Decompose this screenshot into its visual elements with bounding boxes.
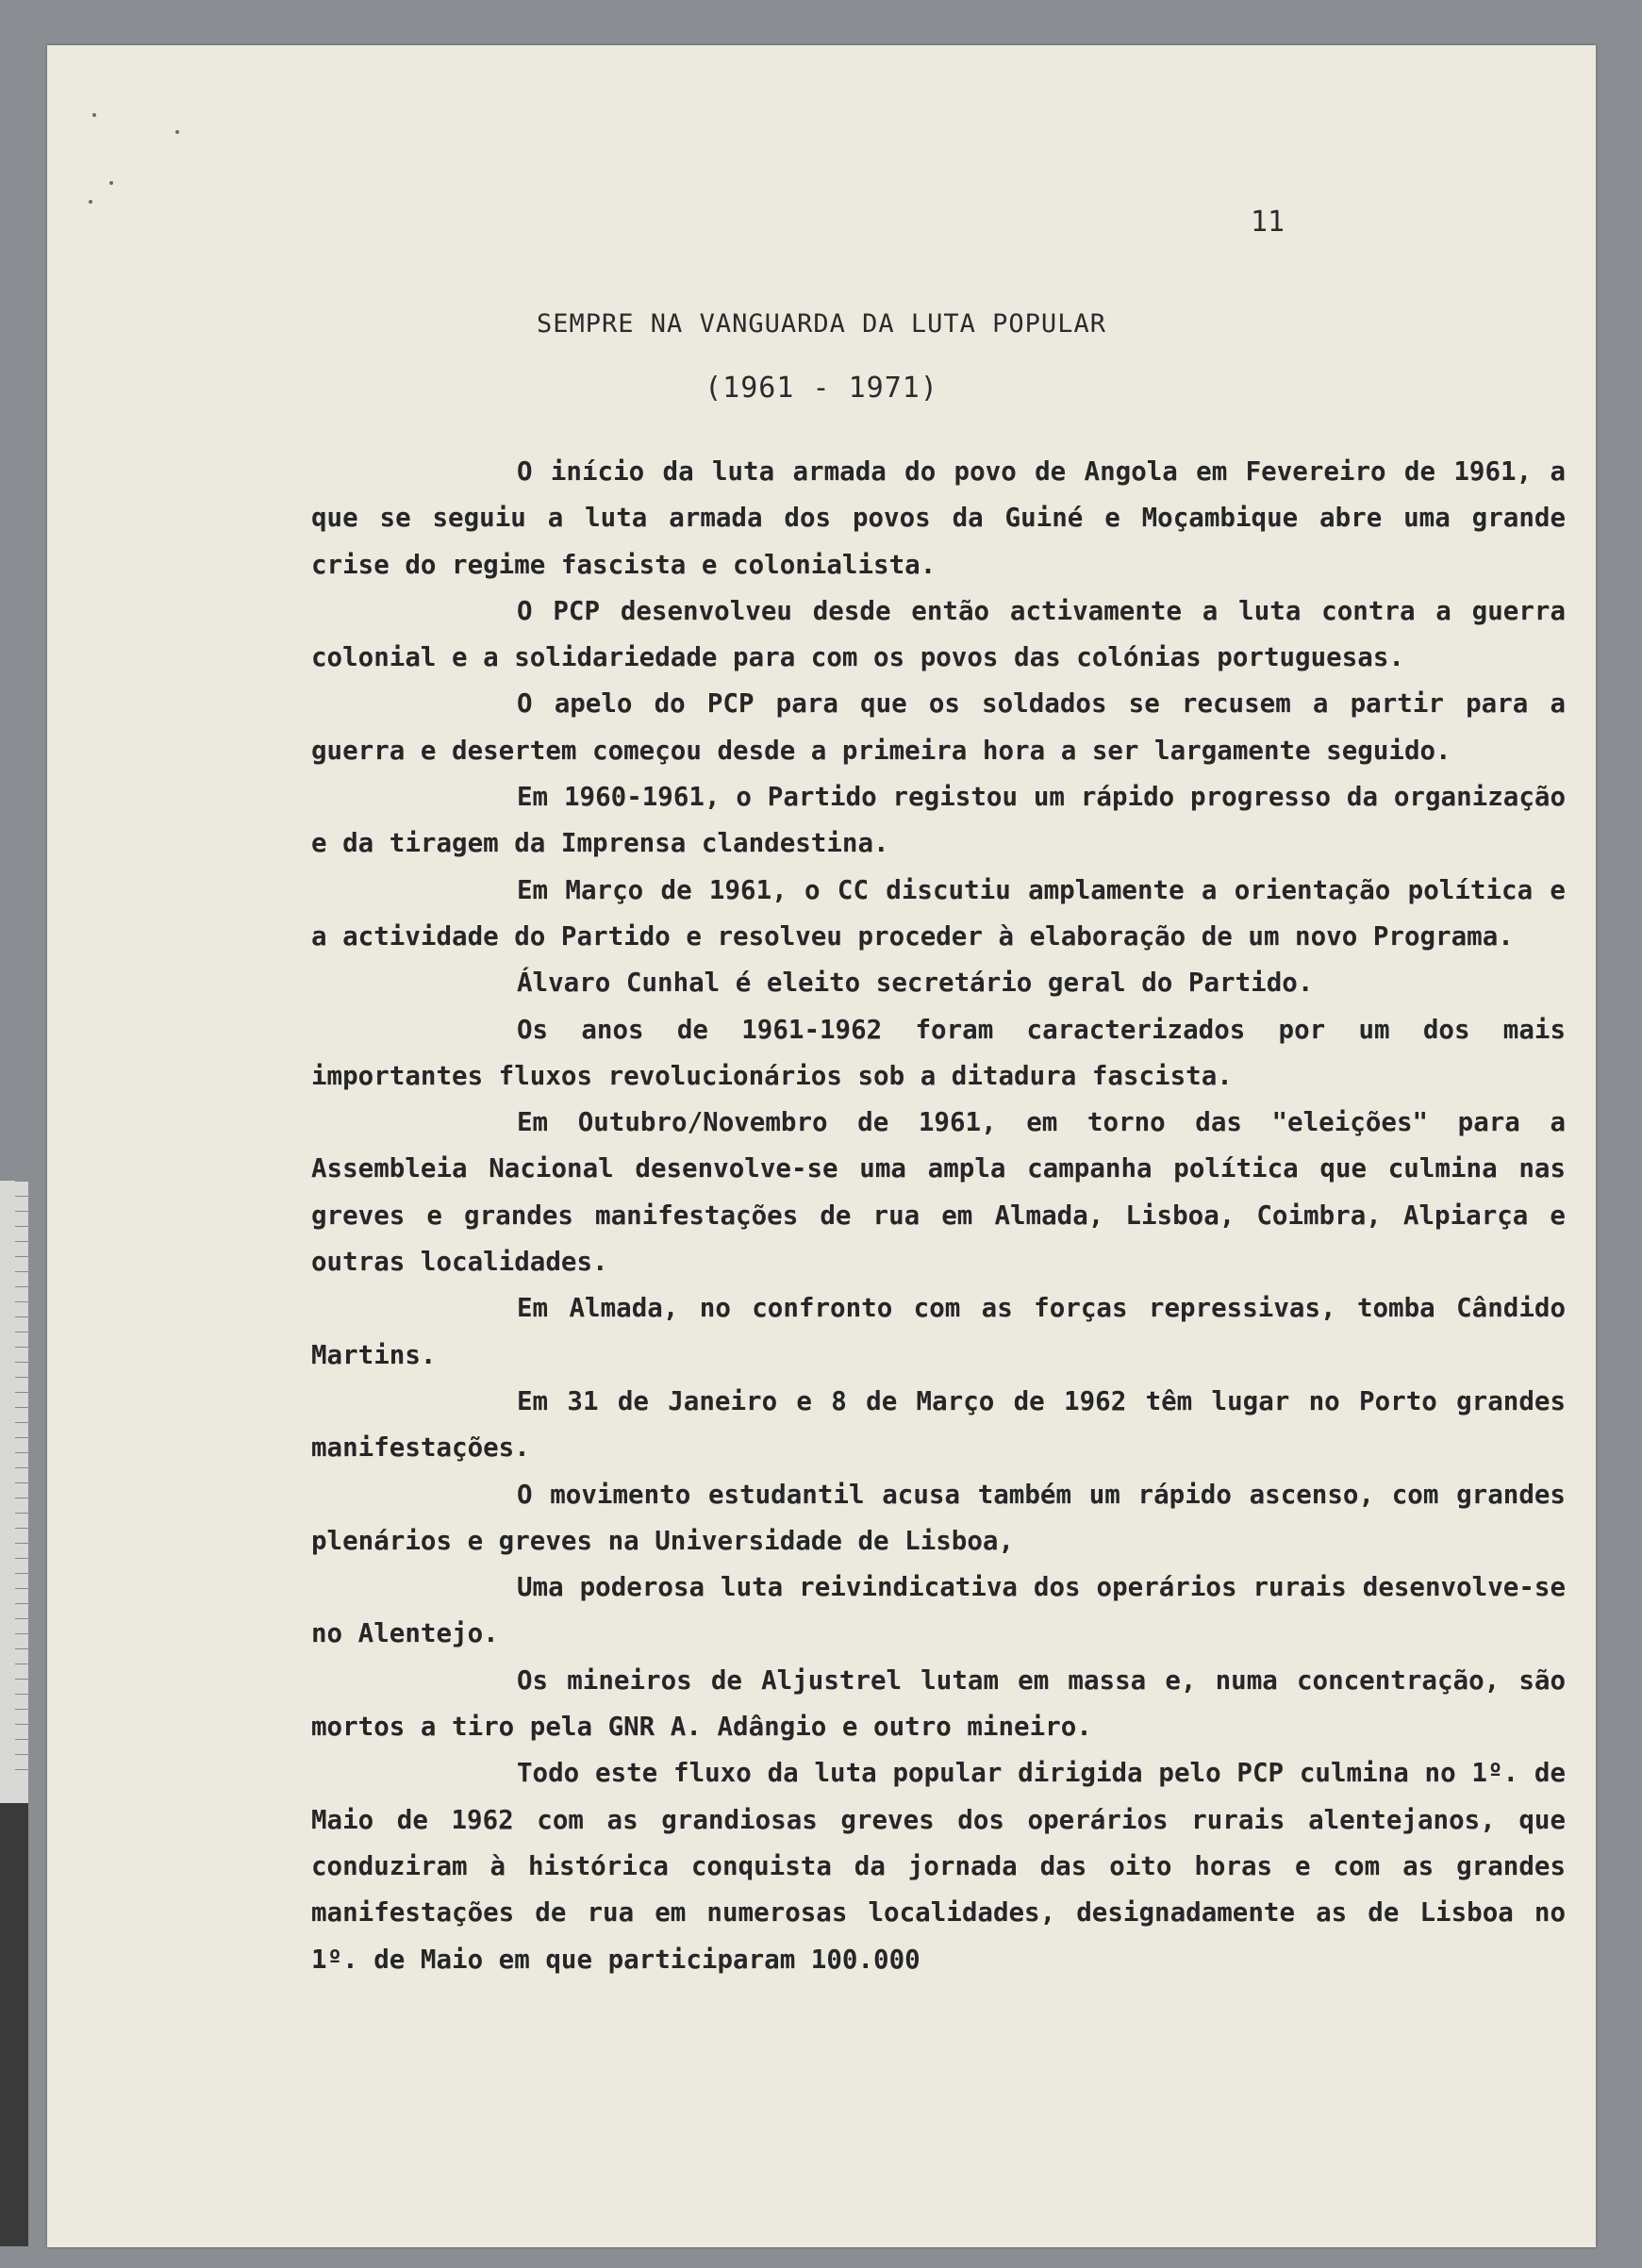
scale-ruler <box>0 1181 28 2246</box>
paragraph: Em Março de 1961, o CC discutiu amplamente a orientação política e a actividade do Partido e resolveu proceder à elaboração de um novo Programa. <box>311 874 1566 952</box>
paragraph: Todo este fluxo da luta popular dirigida pelo PCP culmina no 1º. de Maio de 1962 com as grandiosas greves dos operários rurais alentejanos, que conduziram à histórica conquista da jornada das oito horas e com as grandes manifestações de rua em numerosas localidades, designadamente as de Lisboa no 1º. de Maio em que participaram 100.000 <box>311 1758 1566 1975</box>
paragraph: Em 31 de Janeiro e 8 de Março de 1962 têm lugar no Porto grandes manifestações. <box>311 1385 1566 1464</box>
paper-speck <box>175 130 179 134</box>
paragraph: Os mineiros de Aljustrel lutam em massa e, numa concentração, são mortos a tiro pela GNR A. Adângio e outro mineiro. <box>311 1664 1566 1743</box>
paper-speck <box>92 113 96 117</box>
paragraph: Uma poderosa luta reivindicativa dos operários rurais desenvolve-se no Alentejo. <box>311 1572 1566 1649</box>
paper-speck <box>89 200 92 204</box>
document-page <box>47 45 1596 2247</box>
paragraph: O início da luta armada do povo de Angola em Fevereiro de 1961, a que se seguiu a luta armada dos povos da Guiné e Moçambique abre uma grande crise do regime fascista e colonialista. <box>311 456 1566 580</box>
paragraph: Os anos de 1961-1962 foram caracterizados por um dos mais importantes fluxos revolucionários sob a ditadura fascista. <box>311 1014 1566 1091</box>
paragraph: Em Almada, no confronto com as forças repressivas, tomba Cândido Martins. <box>311 1293 1566 1370</box>
paragraph: Em Outubro/Novembro de 1961, em torno das "eleições" para a Assembleia Nacional desenvolve-se uma ampla campanha política que culmina nas greves e grandes manifestações de rua em Almada, Lisboa, Coimbra, Alpiarça e outras localidades. <box>311 1107 1566 1278</box>
paragraph: O movimento estudantil acusa também um rápido ascenso, com grandes plenários e greves na Universidade de Lisboa, <box>311 1479 1566 1556</box>
paragraph: O PCP desenvolveu desde então activamente a luta contra a guerra colonial e a solidariedade para com os povos das colónias portuguesas. <box>311 595 1566 673</box>
paper-speck <box>109 181 113 185</box>
document-subtitle-years: (1961 - 1971) <box>705 372 938 405</box>
paragraph: Em 1960-1961, o Partido registou um rápido progresso da organização e da tiragem da Imprensa clandestina. <box>311 782 1566 859</box>
ruler-ticks <box>15 1181 28 1784</box>
page-number: 11 <box>1251 206 1285 239</box>
ruler-dark-segment <box>0 1803 28 2246</box>
document-title: SEMPRE NA VANGUARDA DA LUTA POPULAR <box>537 309 1106 339</box>
paragraph: O apelo do PCP para que os soldados se recusem a partir para a guerra e desertem começou desde a primeira hora a ser largamente seguido. <box>311 688 1566 766</box>
document-body <box>311 449 1566 1983</box>
paragraph: Álvaro Cunhal é eleito secretário geral do Partido. <box>517 968 1314 999</box>
